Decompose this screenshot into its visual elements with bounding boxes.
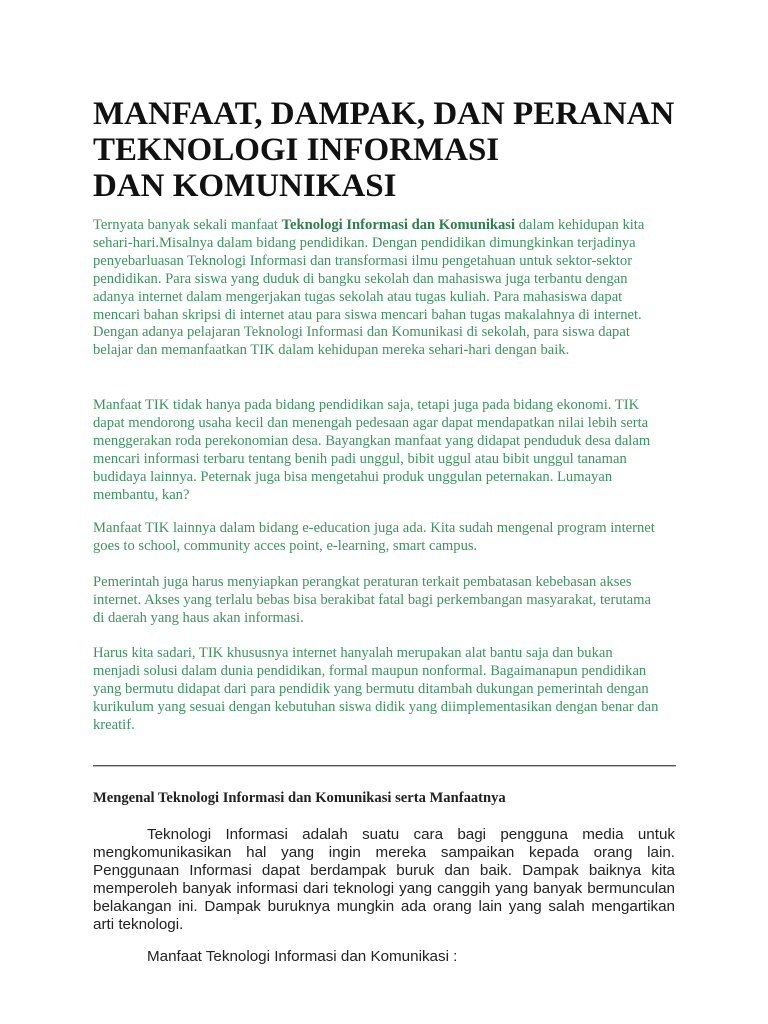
document-title: MANFAAT, DAMPAK, DAN PERANAN TEKNOLOGI INFORMASI DAN KOMUNIKASI xyxy=(93,96,675,204)
intro-text-start: Ternyata banyak sekali manfaat xyxy=(93,217,282,233)
intro-bold-term: Teknologi Informasi dan Komunikasi xyxy=(281,217,516,233)
economy-paragraph: Manfaat TIK tidak hanya pada bidang pendidikan saja, tetapi juga pada bidang ekonomi. TIK dapat mendorong usaha kecil dan menengah pedesaan agar dapat mendapatkan nilai lebih serta menggerakan roda perekonomian desa. Bayangkan manfaat yang didapat penduduk desa dalam mencari informasi terbaru tentang benih padi unggul, bibit uggul atau bibit unggul tanaman budidaya lainnya. Peternak juga bisa mengetahui produk unggulan peternakan. Lumayan membantu, kan? xyxy=(93,397,651,503)
intro-paragraph xyxy=(93,217,663,360)
intro-text-end: dalam kehidupan kita sehari-hari.Misalnya dalam bidang pendidikan. Dengan pendidikan dimungkinkan terjadinya penyebarluasan Teknologi Informasi dan transformasi ilmu pengetahuan untuk sektor-sektor pendidikan. Para siswa yang duduk di bangku sekolah dan mahasiswa juga terbantu dengan adanya internet dalam mengerjakan tugas sekolah atau tugas kuliah. Para mahasiswa dapat mencari bahan skripsi di internet atau para siswa mencari bahan tugas makalahnya di internet. Dengan adanya pelajaran Teknologi Informasi dan Komunikasi di sekolah, para siswa dapat belajar dan memanfaatkan TIK dalam kehidupan mereka sehari-hari dengan baik. xyxy=(93,217,645,359)
e-education-paragraph: Manfaat TIK lainnya dalam bidang e-education juga ada. Kita sudah mengenal program internet goes to school, community acces point, e-learning, smart campus. xyxy=(93,520,655,554)
horizontal-divider xyxy=(93,765,676,767)
benefits-lead-line: Manfaat Teknologi Informasi dan Komunikasi : xyxy=(147,948,458,965)
conclusion-paragraph: Harus kita sadari, TIK khususnya internet hanyalah merupakan alat bantu saja dan bukan menjadi solusi dalam dunia pendidikan, formal maupun nonformal. Bagaimanapun pendidikan yang bermutu didapat dari para pendidik yang bermutu ditambah dukungan pemerintah dengan kurikulum yang sesuai dengan kebutuhan siswa didik yang diimplementasikan dengan benar dan kreatif. xyxy=(93,645,659,733)
section-subheading: Mengenal Teknologi Informasi dan Komunikasi serta Manfaatnya xyxy=(93,790,506,806)
definition-paragraph: Teknologi Informasi adalah suatu cara bagi pengguna media untuk mengkomunikasikan hal yang ingin mereka sampaikan kepada orang lain. Penggunaan Informasi dapat berdampak buruk dan baik. Dampak baiknya kita memperoleh banyak informasi dari teknologi yang canggih yang banyak bermunculan belakangan ini. Dampak buruknya mungkin ada orang lain yang salah mengartikan arti teknologi. xyxy=(93,826,675,933)
regulation-paragraph: Pemerintah juga harus menyiapkan perangkat peraturan terkait pembatasan kebebasan akses internet. Akses yang terlalu bebas bisa berakibat fatal bagi perkembangan masyarakat, terutama di daerah yang haus akan informasi. xyxy=(93,574,651,626)
